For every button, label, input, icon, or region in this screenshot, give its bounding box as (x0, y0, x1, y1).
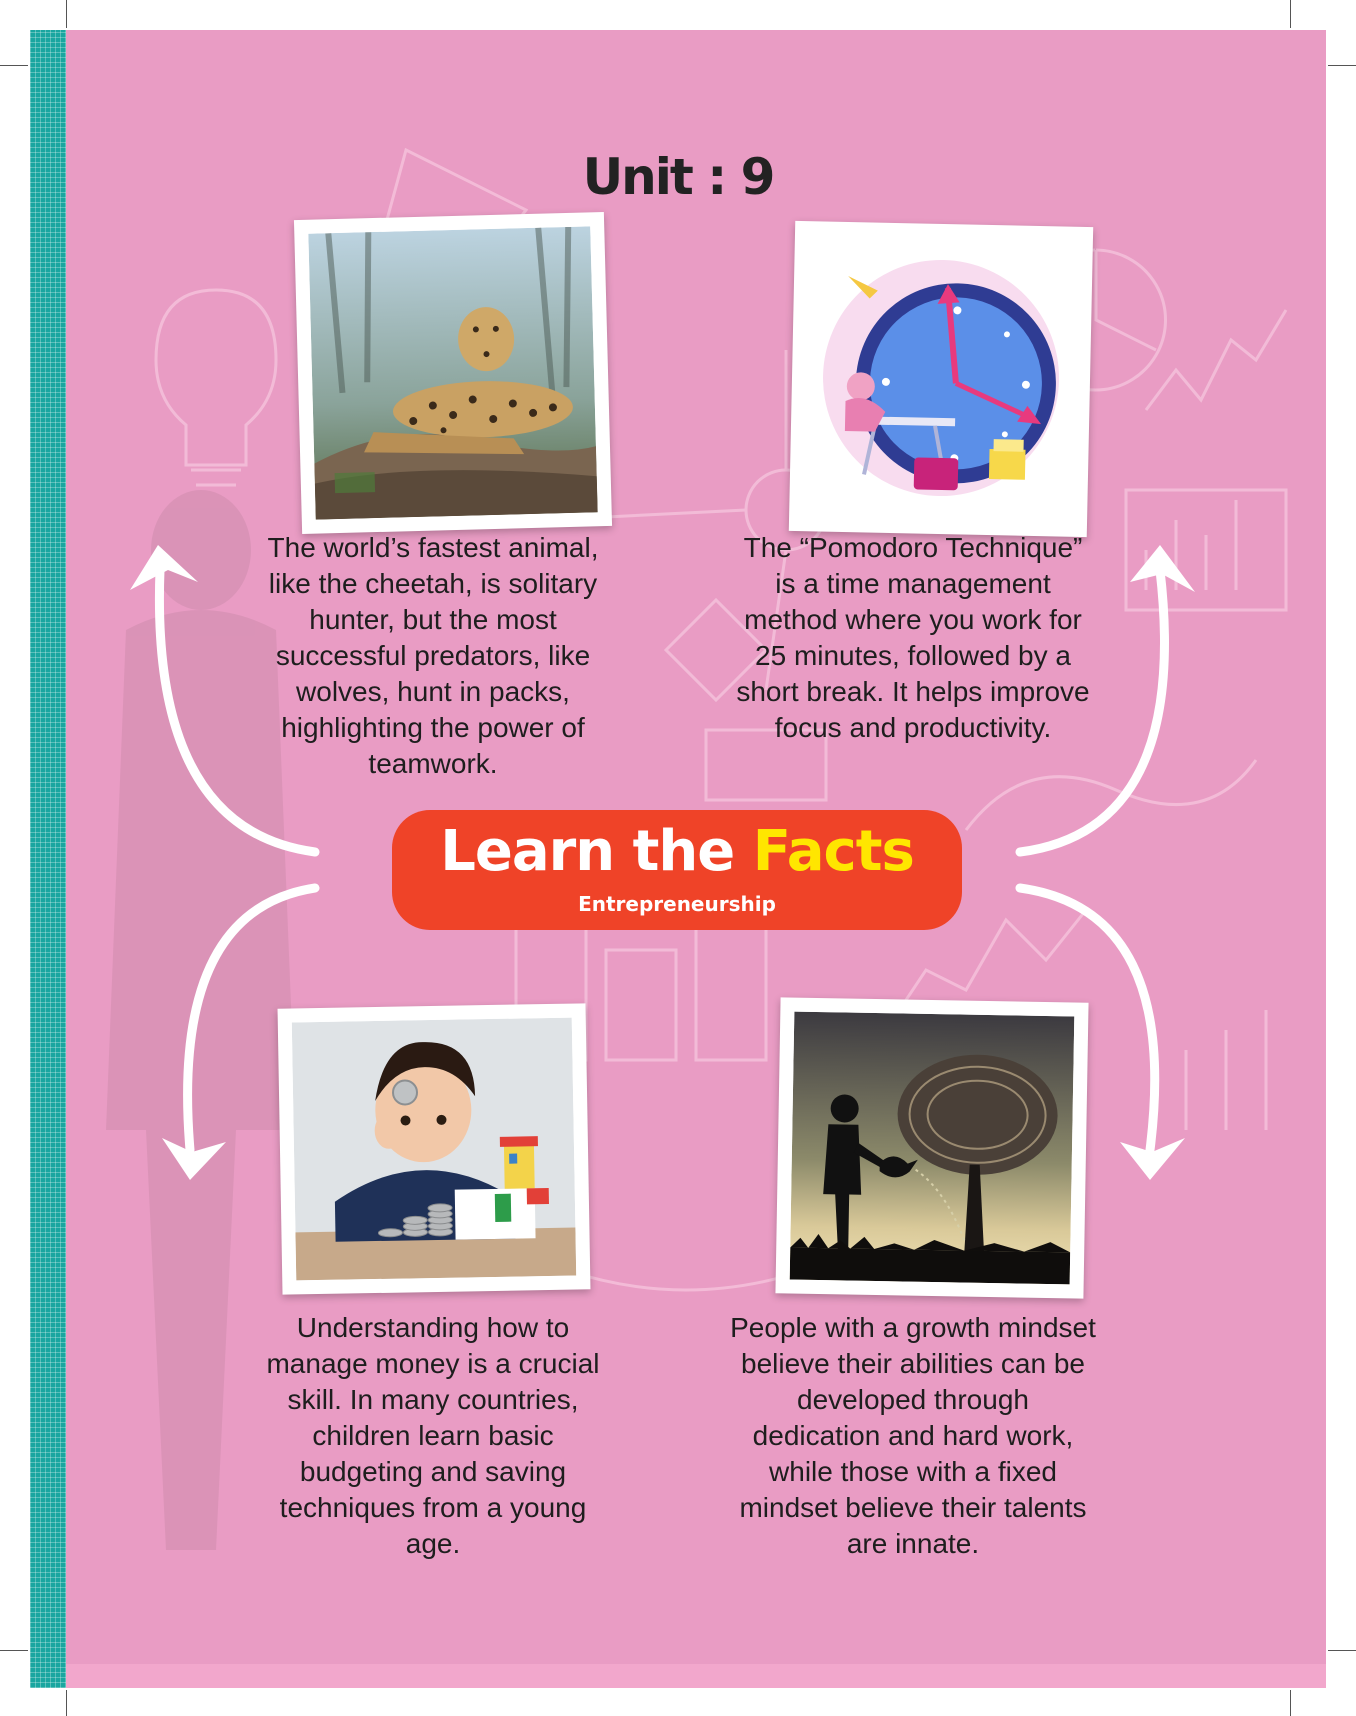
fact-pomodoro: The “Pomodoro Technique” is a time management method where you work for 25 minutes, followed by a short break. It helps improve focus and productivity. (736, 532, 1090, 743)
crop-mark (0, 65, 28, 66)
crop-mark (0, 1650, 28, 1651)
photo-leopard (294, 212, 612, 534)
bottom-strip (66, 1664, 1326, 1688)
crop-mark (66, 1690, 67, 1716)
banner-title (392, 818, 962, 886)
page (30, 30, 1326, 1688)
photo-growth-mindset (775, 997, 1088, 1298)
banner-subtitle: Entrepreneurship (578, 892, 776, 916)
crop-mark (1290, 0, 1291, 28)
learn-the-facts-banner (392, 810, 962, 930)
boy-saving-coins-image (292, 1018, 576, 1281)
crop-mark (66, 0, 67, 28)
banner-title-accent: Facts (752, 819, 914, 884)
fact-teamwork: The world’s fastest animal, like the cheetah, is solitary hunter, but the most successful predators, like wolves, hunt in packs, highlighting the power of teamwork. (267, 532, 599, 779)
fact-growth-mindset: People with a growth mindset believe their abilities can be developed through dedication and hard work, while those with a fixed mindset believe their talents are innate. (730, 1312, 1096, 1559)
fact-money-management: Understanding how to manage money is a crucial skill. In many countries, children learn basic budgeting and saving techniques from a young age. (266, 1312, 600, 1559)
page-spine-strip (30, 30, 66, 1688)
photo-boy-coins (278, 1003, 591, 1294)
pomodoro-clock-image (803, 235, 1079, 523)
crop-mark (1328, 1650, 1356, 1651)
unit-title: Unit : 9 (582, 148, 774, 206)
banner-title-main: Learn the (440, 819, 735, 884)
leopard-image (308, 226, 597, 519)
brain-tree-watering-image (790, 1012, 1075, 1285)
crop-mark (1290, 1690, 1291, 1716)
crop-mark (1328, 65, 1356, 66)
photo-clock (789, 221, 1093, 537)
